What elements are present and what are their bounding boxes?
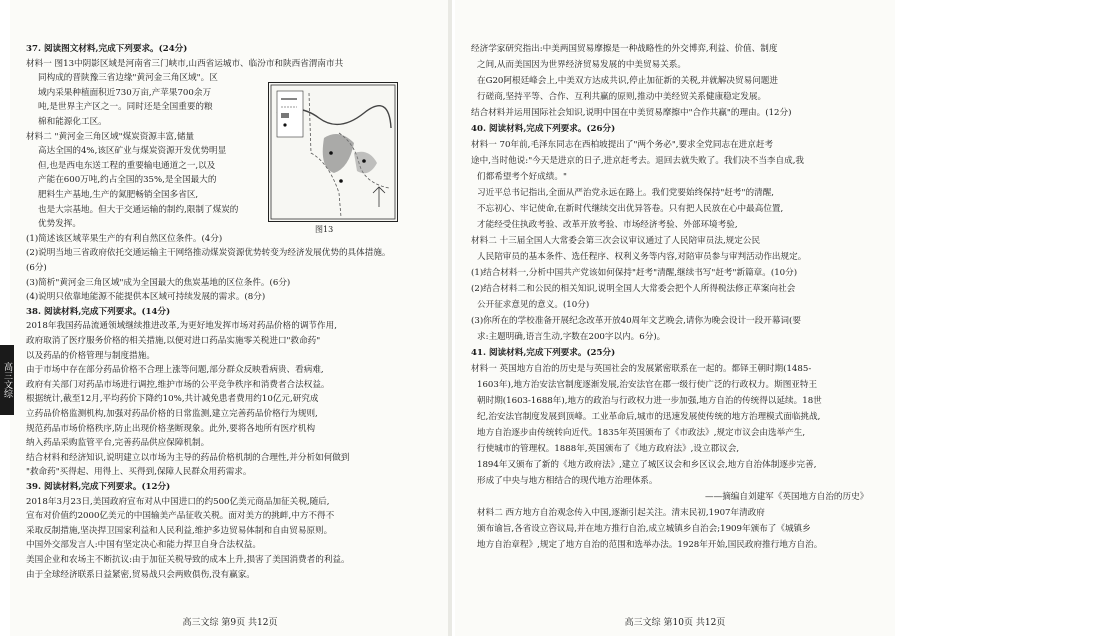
text-line: 习近平总书记指出,全面从严治党永远在路上。我们党要始终保持"赶考"的清醒, [477,188,774,198]
text-line: 人民陪审员的基本条件、选任程序、权利义务等内容,对陪审员参与审判活动作出规定。 [477,252,807,262]
text-line: 材料二 西方地方自治观念传入中国,逐渐引起关注。清末民初,1907年清政府 [477,508,765,518]
text-line: 根据统计,截至12月,平均药价下降约10%,共计减免患者费用约10亿元,研究成 [26,394,319,405]
text-line: 37. 阅读图文材料,完成下列要求。(24分) [26,44,188,54]
text-line: 求:主题明确,语言生动,字数在200字以内。6分)。 [477,332,666,342]
text-line: 域内采果种植面积近730万亩,产苹果700余万 [38,87,212,98]
text-line: 优势发挥。 [38,219,81,230]
text-line: 由于全球经济联系日益紧密,贸易战只会两败俱伤,没有赢家。 [26,569,255,580]
text-line: 由于市场中存在部分药品价格不合理上涨等问题,部分群众反映看病贵、看病难, [26,365,324,376]
exam-page-10 [455,0,895,636]
page-9-footer: 高三文综 第9页 共12页 [182,618,278,628]
text-line: 材料二 十三届全国人大常委会第三次会议审议通过了人民陪审员法,规定公民 [471,236,761,246]
text-line: 地方自治逐步由传统转向近代。1835年英国颁布了《市政法》,规定市议会由选举产生, [477,428,806,438]
text-line: ——摘编自刘建军《英国地方自治的历史》 [705,492,869,502]
text-line: 棉和能源化工区。 [38,117,107,127]
text-line: 38. 阅读材料,完成下列要求。(14分) [26,306,171,317]
text-line: 公开征求意见的意义。(10分) [477,300,590,310]
text-line: 材料二 "黄河金三角区域"煤炭资源丰富,储量 [26,131,195,142]
text-line: 之间,从而美国因为世界经济贸易发展的中美贸易关系。 [477,60,686,70]
text-line: 行磋商,坚持平等、合作、互利共赢的原则,推动中美经贸关系健康稳定发展。 [477,92,767,102]
text-line: 在G20阿根廷峰会上,中美双方达成共识,停止加征新的关税,并就解决贸易问题进 [477,76,778,86]
page-fold [448,0,452,636]
text-line: 也是大宗基地。但大于交通运输的制约,限制了煤炭的 [38,204,239,215]
text-line: 产能在600万吨,约占全国的35%,是全国最大的 [38,175,217,186]
text-line: 中国外交部发言人:中国有坚定决心和能力捍卫自身合法权益。 [26,540,261,551]
text-line: 40. 阅读材料,完成下列要求。(26分) [471,124,616,134]
text-line: 材料一 图13中阴影区域是河南省三门峡市,山西省运城市、临汾市和陕西省渭南市共 [26,58,344,69]
text-line: 材料一 70年前,毛泽东同志在西柏坡提出了"两个务必",要求全党同志在进京赶考 [471,140,774,150]
text-line: 肥料生产基地,生产的氮肥畅销全国多省区, [38,190,199,200]
text-line: 形成了中央与地方相结合的现代地方治理体系。 [477,476,658,486]
text-line: 材料一 英国地方自治的历史是与英国社会的发展紧密联系在一起的。都铎王朝时期(1485- [471,364,812,374]
text-line: 政府取消了医疗服务价格的相关措施,以便对进口药品实施零关税进口"救命药" [26,336,321,346]
text-line: "救命药"买得起、用得上、买得到,保障人民群众用药需求。 [26,467,252,478]
text-line: 1603年),地方治安法官制度逐渐发展,治安法官在郡一级行使广泛的行政权力。斯图亚特王 [477,380,818,390]
page-10-footer: 高三文综 第10页 共12页 [624,618,726,628]
text-line: 纪,治安法官制度发展到顶峰。工业革命后,城市的迅速发展使传统的地方治理模式面临挑战, [477,412,821,422]
text-line: 不忘初心、牢记使命,在新时代继续交出优异答卷。只有把人民放在心中最高位置, [477,204,784,214]
text-line: (1)简述该区域苹果生产的有利自然区位条件。(4分) [26,233,223,244]
text-line: 同构成的晋陕豫三省边缘"黄河金三角区域"。区 [38,73,218,84]
text-line: 纳入药品采购监管平台,完善药品供应保障机制。 [26,438,210,449]
spine-label: 高三文综 [0,345,14,415]
text-line: 但,也是西电东送工程的重要输电通道之一,以及 [38,160,216,171]
text-line: 结合材料和经济知识,说明建立以市场为主导的药品价格机制的合理性,并分析如何做到 [26,452,350,463]
text-line: 以及药品的价格管理与制度措施。 [26,350,155,361]
text-line: 结合材料并运用国际社会知识,说明中国在中美贸易摩擦中"合作共赢"的理由。(12分) [471,108,792,118]
text-line: 们都希望考个好成绩。" [477,172,567,182]
text-line: (1)结合材料一,分析中国共产党该如何保持"赶考"清醒,继续书写"赶考"新篇章。(10分) [471,268,798,278]
text-line: 颁布谕旨,各省设立咨议局,并在地方推行自治,成立城镇乡自治会;1909年颁布了《城镇乡 [477,524,811,534]
text-line: (2)结合材料二和公民的相关知识,说明全国人大常委会把个人所得税法修正草案向社会 [471,284,796,294]
text-line: 途中,当时他说:"今天是进京的日子,进京赶考去。退回去就失败了。我们决不当李自成,我 [471,156,805,166]
text-line: (6分) [26,263,47,273]
text-line: 1894年又颁布了新的《地方政府法》,建立了城区议会和乡区议会,地方自治体制逐步完善, [477,460,817,470]
map-illustration [269,83,397,221]
map-figure-13 [268,82,398,222]
map-caption: 图13 [315,225,334,234]
text-line: 行使城市的管理权。1888年,英国颁布了《地方政府法》,设立郡议会, [477,444,740,454]
text-line: 经济学家研究指出:中美两国贸易摩擦是一种战略性的外交博弈,利益、价值、制度 [471,44,778,54]
text-line: 高达全国的4%,该区矿业与煤炭资源开发优势明显 [38,146,227,157]
text-line: (4)说明只依靠地能源不能提供本区域可持续发展的需求。(8分) [26,292,266,303]
exam-page-9 [10,0,450,636]
text-line: 地方自治章程》,规定了地方自治的范围和选举办法。1928年开始,国民政府推行地方自治。 [477,540,823,550]
text-line: 才能经受住执政考验、改革开放考验、市场经济考验、外部环境考验, [477,220,738,230]
text-line: 采取反制措施,坚决捍卫国家利益和人民利益,维护多边贸易体制和自由贸易原则。 [26,525,333,536]
text-line: (2)说明当地三省政府依托交通运输主干网络推动煤炭资源优势转变为经济发展优势的具体措施。 [26,248,391,259]
text-line: 41. 阅读材料,完成下列要求。(25分) [471,348,616,358]
text-line: 朝时期(1603-1688年),地方的政治与行政权力进一步加强,地方自治的传统得以延续。18世 [477,396,822,406]
text-line: (3)简析"黄河金三角区域"成为全国最大的焦炭基地的区位条件。(6分) [26,277,291,288]
text-line: 2018年我国药品流通领域继续推进改革,为更好地发挥市场对药品价格的调节作用, [26,321,337,332]
text-line: (3)你所在的学校准备开展纪念改革开放40周年文艺晚会,请你为晚会设计一段开幕词(要 [471,316,801,326]
text-line: 宣布对价值约2000亿美元的中国输美产品征收关税。面对美方的挑衅,中方不得不 [26,511,335,522]
text-line: 美国企业和农场主不断抗议:由于加征关税导致的成本上升,损害了美国消费者的利益。 [26,555,350,565]
text-line: 吨,是世界主产区之一。同时还是全国重要的粮 [38,102,213,113]
text-line: 政府有关部门对药品市场进行调控,维护市场的公平竞争秩序和消费者合法权益。 [26,379,330,390]
text-line: 规范药品市场价格秩序,防止出现价格垄断现象。此外,要将各地所有医疗机构 [26,423,316,434]
text-line: 立药品价格监测机构,加强对药品价格的日常监测,建立完善药品价格行为规则, [26,409,318,419]
text-line: 39. 阅读材料,完成下列要求。(12分) [26,482,171,492]
text-line: 2018年3月23日,美国政府宣布对从中国进口的约500亿美元商品加征关税,随后, [26,496,330,507]
